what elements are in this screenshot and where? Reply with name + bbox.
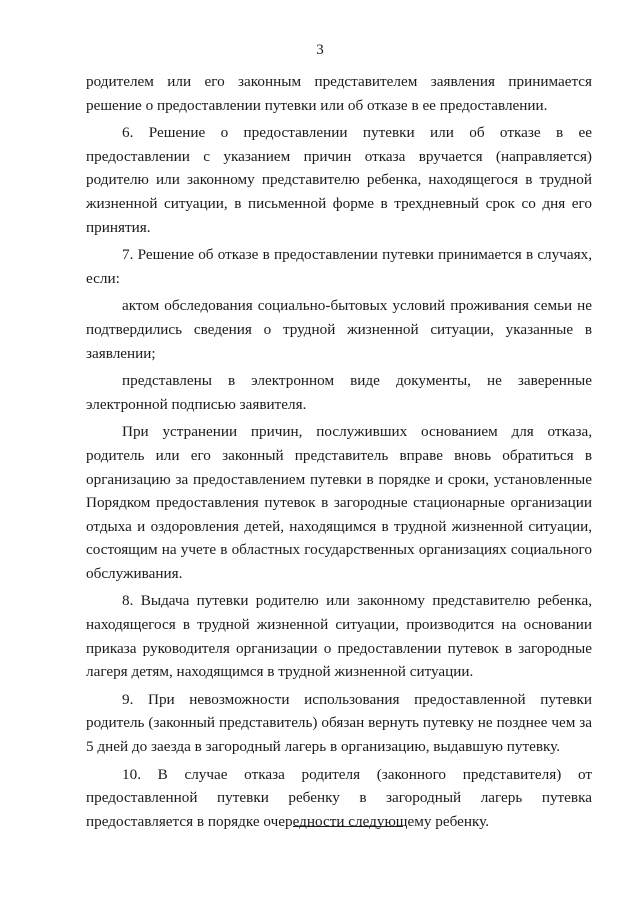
paragraph-item-9: 9. При невозможности использования предоставленной путевки родитель (законный представитель) обязан вернуть путевку не позднее чем за 5 дней до заезда в загородный лагерь в организацию, выдавшую путевку. (86, 690, 592, 756)
paragraph-item-10: 10. В случае отказа родителя (законного представителя) от предоставленной путевки ребенку в загородный лагерь путевка предоставляется в порядке очередности следующему ребенку. (86, 765, 592, 830)
paragraph-continuation: родителем или его законным представителем заявления принимается решение о предоставлении путевки или об отказе в ее предоставлении. (86, 73, 592, 114)
page-number: 3 (316, 42, 324, 58)
end-divider-line (293, 826, 403, 827)
paragraph-item-6: 6. Решение о предоставлении путевки или об отказе в ее предоставлении с указанием причин отказа вручается (направляется) родителю или законному представителю ребенка, находящегося в трудной жизненной ситуации, в письменной форме в трехдневный срок со дня его принятия. (86, 124, 592, 236)
paragraph-item-7-case-2: представлены в электронном виде документы, не заверенные электронной подписью заявителя. (86, 372, 592, 413)
paragraph-item-7-case-1: актом обследования социально-бытовых условий проживания семьи не подтвердились сведения о трудной жизненной ситуации, указанные в заявлении; (86, 297, 592, 362)
paragraph-item-8: 8. Выдача путевки родителю или законному представителю ребенка, находящегося в трудной жизненной ситуации, производится на основании приказа руководителя организации о предоставлении путевок в загородные лагеря детям, находящимся в трудной жизненной ситуации. (86, 592, 592, 681)
document-body (86, 70, 592, 837)
paragraph-item-7-remedy: При устранении причин, послуживших основанием для отказа, родитель или его законный представитель вправе вновь обратиться в организацию за предоставлением путевки в порядке и сроки, установленные Порядком предоставления путевок в загородные стационарные организации отдыха и оздоровления детей, находящимся в трудной жизненной ситуации, состоящим на учете в областных государственных организациях социального обслуживания. (86, 423, 592, 582)
paragraph-item-7: 7. Решение об отказе в предоставлении путевки принимается в случаях, если: (86, 246, 592, 287)
